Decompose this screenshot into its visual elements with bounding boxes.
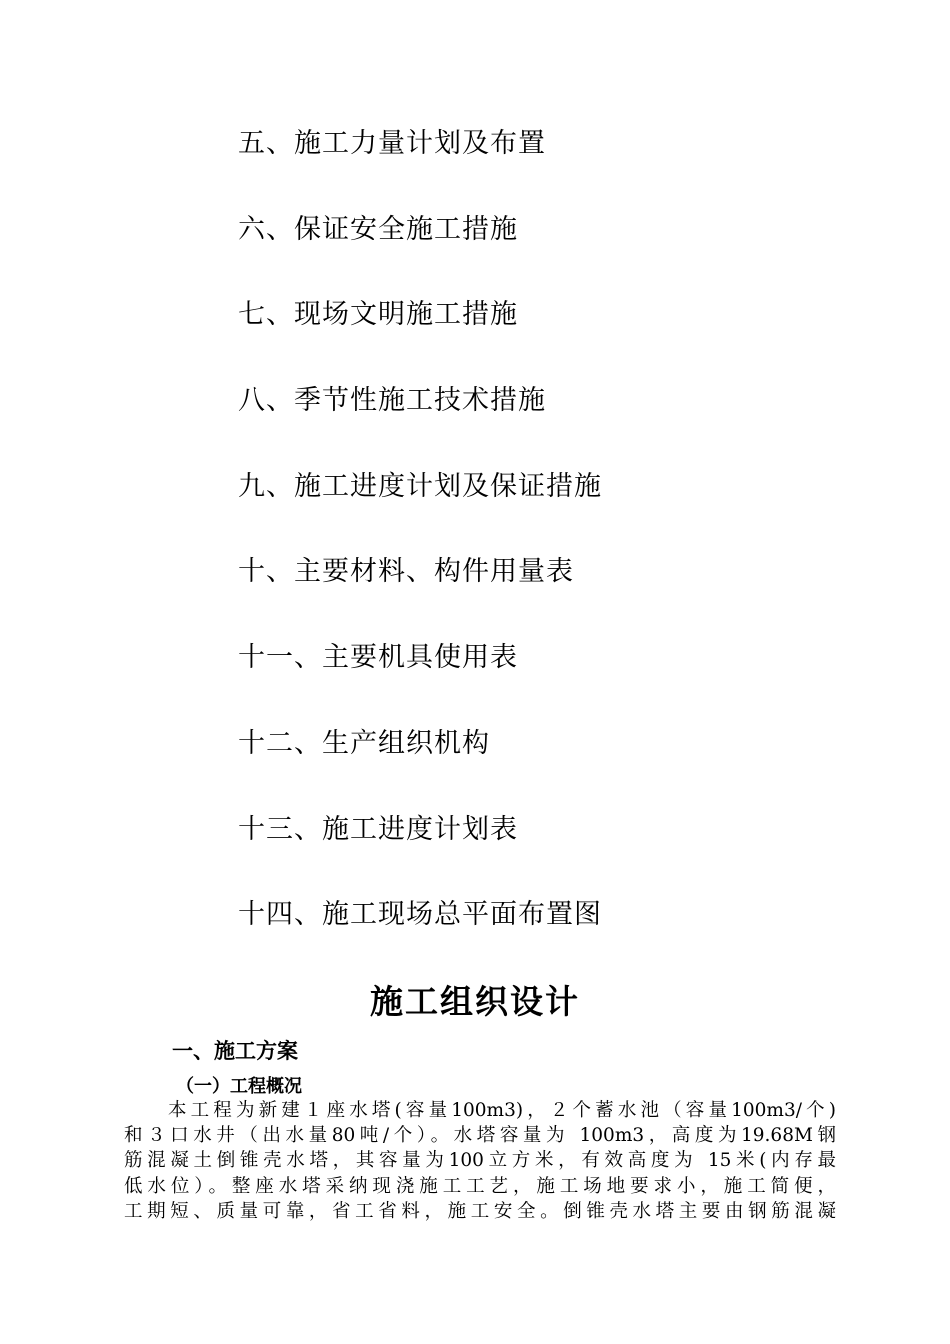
paragraph-line: 本工程为新建１座水塔(容量100m3)，２个蓄水池（容量100m3/个) <box>168 1100 836 1121</box>
paragraph-line: 工期短、质量可靠，省工省料，施工安全。倒锥壳水塔主要由钢筋混凝 <box>124 1200 836 1222</box>
section-heading: 一、施工方案 <box>172 1039 298 1063</box>
toc-item-7: 七、现场文明施工措施 <box>238 299 518 331</box>
toc-item-12: 十二、生产组织机构 <box>238 727 490 759</box>
toc-item-11: 十一、主要机具使用表 <box>238 642 518 674</box>
toc-item-13: 十三、施工进度计划表 <box>238 813 518 845</box>
toc-item-5: 五、施工力量计划及布置 <box>238 128 546 159</box>
toc-item-10: 十、主要材料、构件用量表 <box>238 556 574 588</box>
document-title: 施工组织设计 <box>370 982 580 1021</box>
paragraph-line: 低水位）。整座水塔采纳现浇施工工艺，施工场地要求小，施工简便， <box>124 1175 836 1197</box>
toc-item-8: 八、季节性施工技术措施 <box>238 385 546 417</box>
toc-item-6: 六、保证安全施工措施 <box>238 213 518 245</box>
toc-item-9: 九、施工进度计划及保证措施 <box>238 470 602 502</box>
project-overview-paragraph <box>124 1098 836 1224</box>
subsection-heading: （一）工程概况 <box>176 1076 302 1097</box>
paragraph-line: 和３口水井（出水量80吨/个）。水塔容量为 100m3，高度为19.68M钢 <box>124 1125 836 1147</box>
table-of-contents <box>238 118 838 975</box>
paragraph-line: 筋混凝土倒锥壳水塔，其容量为100立方米，有效高度为 15米(内存最 <box>124 1150 836 1172</box>
toc-item-14: 十四、施工现场总平面布置图 <box>238 899 602 931</box>
